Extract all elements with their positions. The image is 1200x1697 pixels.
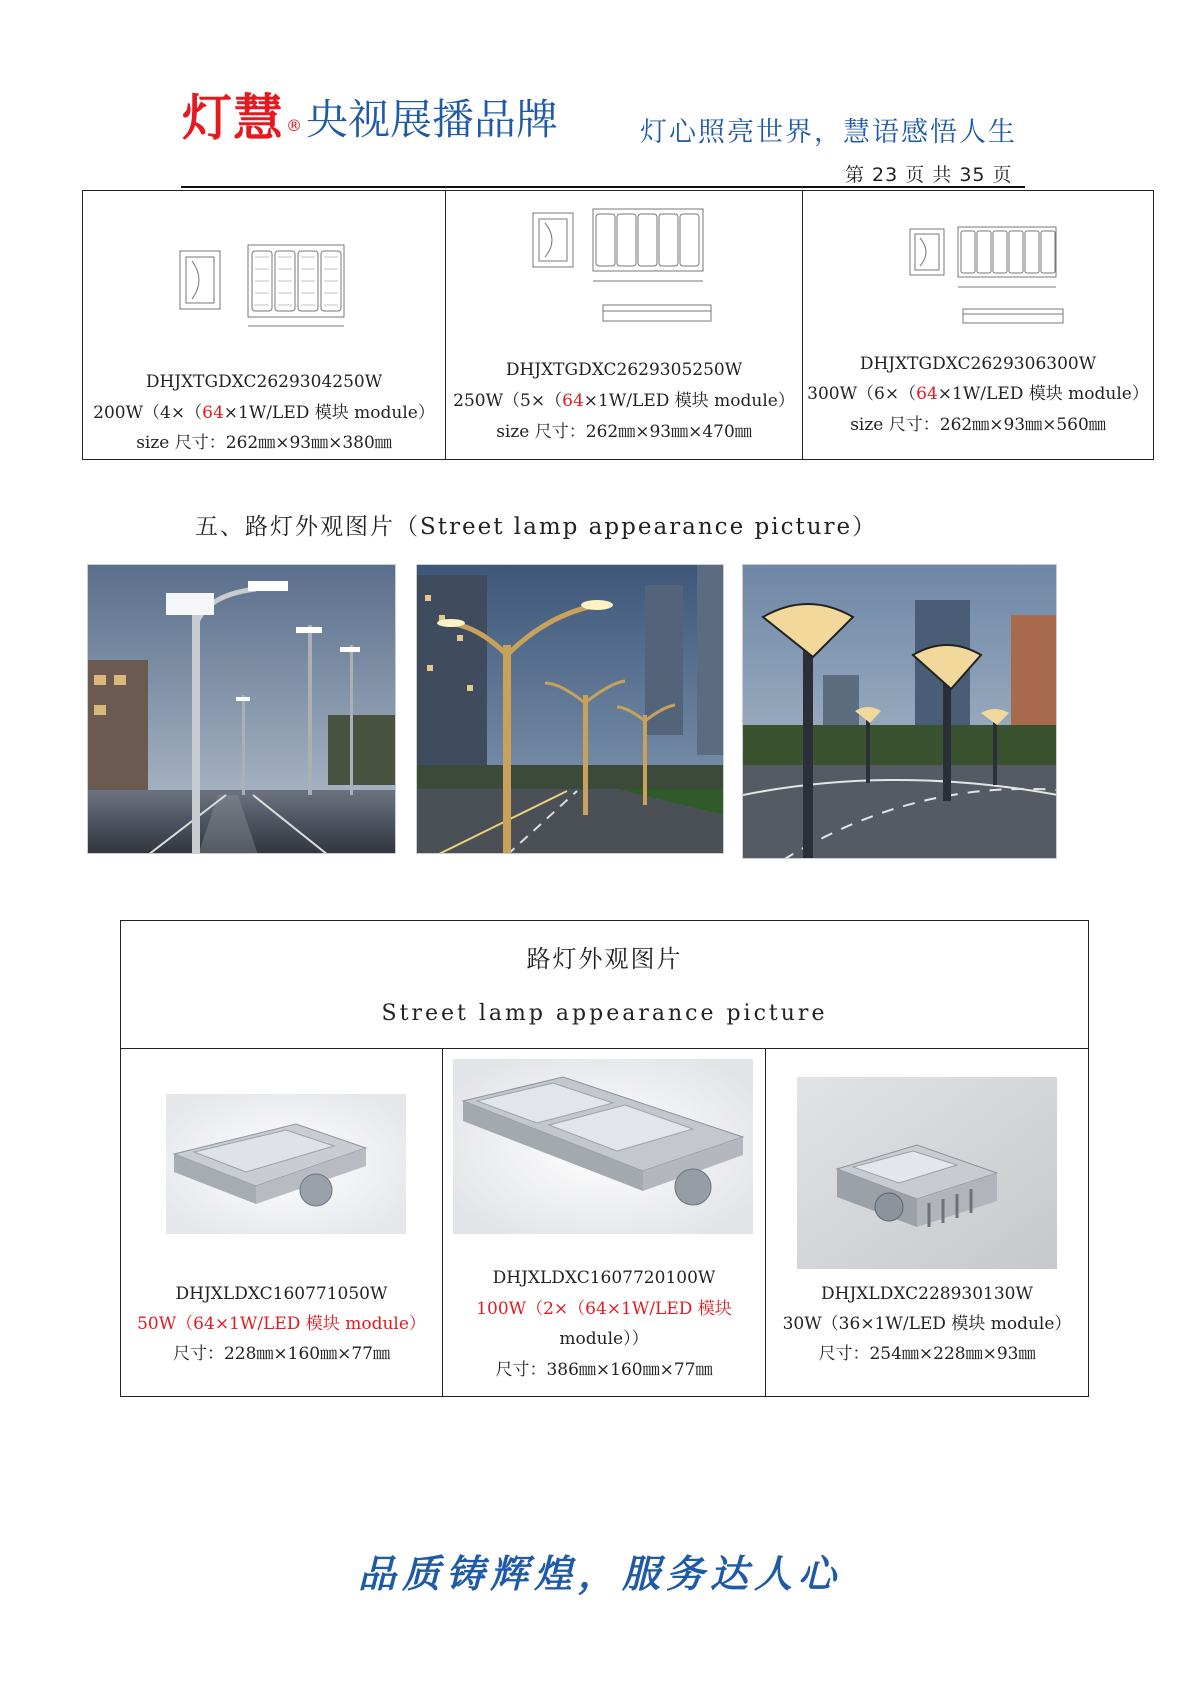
module-spec: 200W（4×（64×1W/LED 模块 module）: [93, 403, 435, 423]
module-drawing-4: [178, 231, 358, 331]
module-model: DHJXTGDXC2629306300W: [859, 354, 1097, 374]
module-cell: [83, 191, 446, 459]
module-model: DHJXTGDXC2629304250W: [145, 372, 383, 392]
module-cell: [803, 191, 1153, 459]
footer-slogan: 品质铸辉煌，服务达人心: [357, 1552, 842, 1596]
appearance-table-header: [121, 921, 1088, 1049]
product-spec: 100W（2×（64×1W/LED 模块: [476, 1299, 732, 1319]
product-photo-30w: [797, 1077, 1057, 1269]
product-cell: [766, 1049, 1088, 1396]
module-size: size 尺寸：262㎜×93㎜×470㎜: [496, 422, 752, 442]
product-cell: [443, 1049, 766, 1396]
registered-mark: ®: [286, 116, 302, 135]
brand-name: 央视展播品牌: [306, 95, 559, 144]
module-cell: [446, 191, 803, 459]
module-spec: 250W（5×（64×1W/LED 模块 module）: [453, 391, 795, 411]
product-size: 尺寸：254㎜×228㎜×93㎜: [818, 1344, 1036, 1364]
module-drawing-6: [908, 221, 1068, 331]
product-cell: [121, 1049, 443, 1396]
product-model: DHJXLDXC1607720100W: [492, 1268, 716, 1288]
module-spec-table: [82, 190, 1154, 460]
appearance-title-en: Street lamp appearance picture: [381, 1001, 828, 1026]
street-lamp-photo-2: [416, 564, 724, 854]
product-photo-100w: [453, 1059, 753, 1234]
product-model: DHJXLDXC228930130W: [821, 1284, 1033, 1304]
page-number: 第 23 页 共 35 页: [845, 164, 1013, 186]
product-photo-50w: [166, 1094, 406, 1234]
product-spec: 30W（36×1W/LED 模块 module）: [782, 1314, 1072, 1334]
module-model: DHJXTGDXC2629305250W: [505, 360, 743, 380]
appearance-table: [120, 920, 1089, 1397]
module-drawing-5: [531, 201, 721, 331]
header-divider: [181, 186, 1025, 188]
street-lamp-photo-1: [87, 564, 396, 854]
header-slogan: 灯心照亮世界，慧语感悟人生: [640, 117, 1017, 148]
module-size: size 尺寸：262㎜×93㎜×380㎜: [136, 433, 392, 453]
appearance-title-cn: 路灯外观图片: [526, 945, 683, 973]
module-size: size 尺寸：262㎜×93㎜×560㎜: [850, 415, 1106, 435]
product-size: 尺寸：228㎜×160㎜×77㎜: [172, 1344, 390, 1364]
product-size: 尺寸：386㎜×160㎜×77㎜: [495, 1360, 713, 1380]
product-spec-cont: module））: [559, 1329, 649, 1349]
brand-logo: 灯慧: [182, 89, 284, 147]
product-model: DHJXLDXC160771050W: [175, 1284, 388, 1304]
street-lamp-photo-3: [742, 564, 1057, 859]
section-heading: 五、路灯外观图片（Street lamp appearance picture）: [195, 514, 878, 540]
module-spec: 300W（6×（64×1W/LED 模块 module）: [807, 384, 1149, 404]
product-spec: 50W（64×1W/LED 模块 module）: [137, 1314, 426, 1334]
